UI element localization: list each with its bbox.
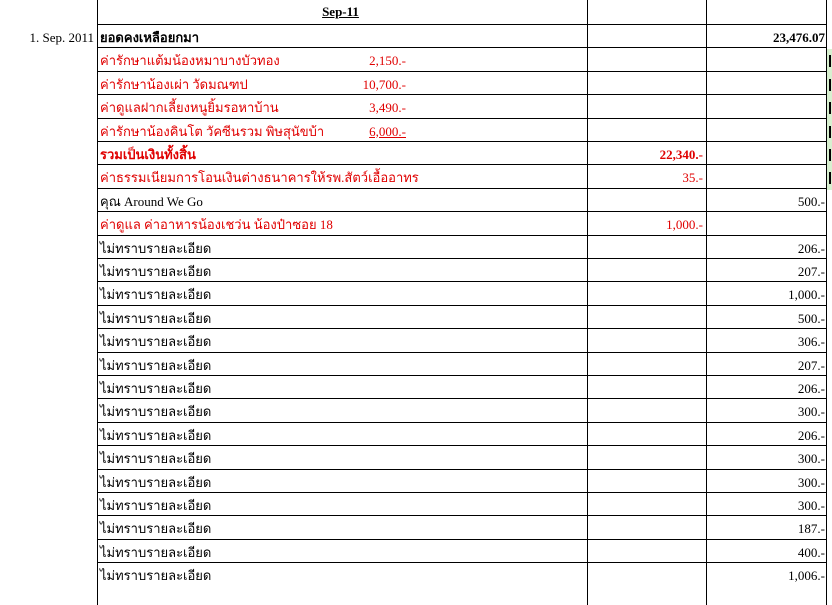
row-divider [97, 539, 826, 540]
date-cell[interactable] [0, 237, 94, 261]
amount-cell[interactable] [300, 494, 406, 518]
amount-cell[interactable] [300, 237, 406, 261]
description-cell[interactable]: ไม่ทราบรายละเอียด [100, 310, 212, 326]
side-mark [829, 172, 831, 184]
side-mark [829, 79, 831, 91]
description-cell[interactable]: ค่าธรรมเนียมการโอนเงินต่างธนาคารให้รพ.สัตว์เอื้ออาทร [100, 170, 419, 186]
ledger-row [0, 541, 832, 565]
ledger-row [0, 260, 832, 284]
amount-cell[interactable] [300, 143, 406, 167]
ledger-row [0, 143, 832, 167]
ledger-row [0, 564, 832, 588]
row-divider [97, 94, 826, 95]
subtotal-cell[interactable] [590, 96, 703, 120]
description-cell[interactable]: ไม่ทราบรายละเอียด [100, 451, 212, 467]
description-cell[interactable]: ไม่ทราบรายละเอียด [100, 544, 212, 560]
balance-cell[interactable] [710, 120, 825, 144]
date-cell[interactable] [0, 541, 94, 565]
description-cell[interactable]: ไม่ทราบรายละเอียด [100, 568, 212, 584]
date-cell[interactable] [0, 143, 94, 167]
subtotal-cell[interactable]: 35.- [682, 170, 703, 186]
amount-cell[interactable] [300, 260, 406, 284]
subtotal-cell[interactable] [590, 494, 703, 518]
amount-cell[interactable] [300, 354, 406, 378]
balance-cell[interactable]: 500.- [797, 310, 825, 326]
balance-cell[interactable]: 23,476.07 [773, 30, 825, 45]
date-cell[interactable] [0, 190, 94, 214]
subtotal-cell[interactable] [590, 424, 703, 448]
balance-cell[interactable]: 500.- [797, 193, 825, 209]
ledger-row [0, 73, 832, 97]
ledger-row [0, 354, 832, 378]
description-cell[interactable]: ยอดคงเหลือยกมา [100, 30, 200, 45]
subtotal-cell[interactable] [590, 73, 703, 97]
description-cell[interactable]: ค่ารักษาน้องเผ่า วัดมณฑป [100, 76, 248, 92]
date-cell[interactable] [0, 120, 94, 144]
subtotal-cell[interactable] [590, 307, 703, 331]
balance-cell[interactable] [710, 143, 825, 167]
subtotal-cell[interactable] [590, 237, 703, 261]
subtotal-cell[interactable] [590, 283, 703, 307]
amount-cell[interactable] [300, 307, 406, 331]
description-cell[interactable]: ค่ารักษาแต้มน้องหมาบางบัวทอง [100, 53, 280, 69]
date-cell[interactable] [0, 494, 94, 518]
ledger-row [0, 377, 832, 401]
subtotal-cell[interactable] [590, 564, 703, 588]
subtotal-cell[interactable] [590, 260, 703, 284]
ledger-row [0, 494, 832, 518]
ledger-row [0, 213, 832, 237]
subtotal-cell[interactable] [590, 377, 703, 401]
balance-cell[interactable]: 207.- [797, 264, 825, 279]
description-cell[interactable]: ไม่ทราบรายละเอียด [100, 357, 212, 373]
balance-cell[interactable]: 300.- [797, 404, 825, 420]
amount-cell[interactable] [300, 564, 406, 588]
balance-cell[interactable]: 1,006.- [788, 568, 825, 584]
date-cell[interactable] [0, 564, 94, 588]
ledger-row [0, 447, 832, 471]
row-divider [97, 492, 826, 493]
side-mark [829, 149, 831, 161]
date-cell[interactable] [0, 283, 94, 307]
ledger-row [0, 307, 832, 331]
description-cell[interactable]: ไม่ทราบรายละเอียด [100, 381, 212, 396]
ledger-row [0, 237, 832, 261]
subtotal-cell[interactable] [590, 541, 703, 565]
row-divider [97, 375, 826, 376]
row-divider [97, 515, 826, 516]
description-cell[interactable]: ไม่ทราบรายละเอียด [100, 287, 212, 303]
row-divider [97, 188, 826, 189]
balance-cell[interactable] [710, 213, 825, 237]
row-divider [97, 47, 826, 48]
subtotal-cell[interactable] [590, 49, 703, 73]
date-cell[interactable] [0, 517, 94, 541]
balance-cell[interactable]: 400.- [797, 544, 825, 560]
description-cell[interactable]: ไม่ทราบรายละเอียด [100, 240, 212, 256]
row-divider [97, 281, 826, 282]
description-cell[interactable]: ไม่ทราบรายละเอียด [100, 521, 212, 537]
balance-cell[interactable] [710, 49, 825, 73]
date-cell[interactable] [0, 73, 94, 97]
row-divider [97, 24, 826, 25]
description-cell[interactable]: ไม่ทราบรายละเอียด [100, 427, 212, 443]
ledger-row [0, 166, 832, 190]
row-divider [97, 328, 826, 329]
subtotal-cell[interactable] [590, 517, 703, 541]
subtotal-cell[interactable] [590, 190, 703, 214]
amount-cell[interactable] [300, 400, 406, 424]
row-divider [97, 211, 826, 212]
row-divider [97, 71, 826, 72]
date-cell[interactable] [0, 96, 94, 120]
subtotal-cell[interactable] [590, 330, 703, 354]
date-cell[interactable] [0, 260, 94, 284]
balance-cell[interactable]: 300.- [797, 451, 825, 467]
amount-cell[interactable] [300, 377, 406, 401]
row-divider [97, 164, 826, 165]
row-divider [97, 422, 826, 423]
amount-cell[interactable]: 3,490.- [369, 100, 406, 116]
date-cell[interactable] [0, 377, 94, 401]
amount-cell[interactable] [300, 330, 406, 354]
balance-cell[interactable]: 1,000.- [788, 287, 825, 303]
amount-cell[interactable] [300, 213, 406, 237]
amount-cell[interactable]: 10,700.- [362, 76, 406, 92]
description-cell[interactable]: ไม่ทราบรายละเอียด [100, 334, 212, 350]
date-cell[interactable] [0, 307, 94, 331]
ledger-row [0, 330, 832, 354]
row-divider [97, 305, 826, 306]
balance-cell[interactable] [710, 96, 825, 120]
balance-cell[interactable]: 306.- [797, 334, 825, 350]
description-cell[interactable]: ค่าดูแล ค่าอาหารน้องเชว่น น้องป๋าซอย 18 [100, 217, 333, 233]
ledger-row [0, 49, 832, 73]
ledger-row [0, 400, 832, 424]
date-cell[interactable] [0, 354, 94, 378]
amount-cell[interactable] [300, 283, 406, 307]
subtotal-cell[interactable]: 22,340.- [659, 147, 703, 162]
subtotal-cell[interactable] [590, 120, 703, 144]
date-cell[interactable] [0, 400, 94, 424]
row-divider [97, 398, 826, 399]
balance-cell[interactable] [710, 166, 825, 190]
balance-cell[interactable]: 206.- [797, 381, 825, 396]
date-cell[interactable] [0, 424, 94, 448]
balance-cell[interactable]: 300.- [797, 498, 825, 513]
amount-cell[interactable] [300, 190, 406, 214]
balance-cell[interactable]: 300.- [797, 474, 825, 490]
month-header: Sep-11 [322, 4, 359, 19]
amount-cell[interactable]: 6,000.- [369, 123, 406, 139]
row-divider [97, 141, 826, 142]
row-divider [97, 562, 826, 563]
description-cell[interactable]: ไม่ทราบรายละเอียด [100, 404, 212, 420]
side-mark [829, 102, 831, 114]
amount-cell[interactable] [300, 517, 406, 541]
ledger-row [0, 96, 832, 120]
balance-cell[interactable]: 207.- [797, 357, 825, 373]
row-divider [97, 118, 826, 119]
date-cell[interactable] [0, 471, 94, 495]
date-cell[interactable] [0, 213, 94, 237]
description-cell[interactable]: ค่ารักษาน้องคินโต วัคซีนรวม พิษสุนัขบ้า [100, 123, 325, 139]
row-divider [97, 352, 826, 353]
row-divider [97, 445, 826, 446]
date-cell[interactable] [0, 330, 94, 354]
description-cell[interactable]: ไม่ทราบรายละเอียด [100, 498, 212, 513]
description-cell[interactable]: คุณ Around We Go [100, 193, 203, 209]
amount-cell[interactable] [300, 166, 406, 190]
balance-cell[interactable]: 187.- [797, 521, 825, 537]
balance-cell[interactable] [710, 73, 825, 97]
subtotal-cell[interactable] [590, 447, 703, 471]
amount-cell[interactable] [300, 424, 406, 448]
ledger-row [0, 283, 832, 307]
ledger-row [0, 517, 832, 541]
ledger-row [0, 26, 832, 50]
balance-cell[interactable]: 206.- [797, 427, 825, 443]
amount-cell[interactable] [300, 26, 406, 50]
subtotal-cell[interactable] [590, 471, 703, 495]
ledger-row [0, 424, 832, 448]
side-mark [829, 55, 831, 67]
ledger-row [0, 120, 832, 144]
row-divider [97, 235, 826, 236]
amount-cell[interactable] [300, 541, 406, 565]
description-cell[interactable]: ค่าดูแลฝากเลี้ยงหนูยิ้มรอหาบ้าน [100, 100, 279, 116]
description-cell[interactable]: รวมเป็นเงินทั้งสิ้น [100, 147, 196, 162]
subtotal-cell[interactable] [590, 400, 703, 424]
amount-cell[interactable] [300, 447, 406, 471]
ledger-row [0, 190, 832, 214]
row-divider [97, 258, 826, 259]
subtotal-cell[interactable] [590, 354, 703, 378]
side-mark [829, 126, 831, 138]
amount-cell[interactable]: 2,150.- [369, 53, 406, 69]
date-cell[interactable] [0, 447, 94, 471]
balance-cell[interactable]: 206.- [797, 240, 825, 256]
description-cell[interactable]: ไม่ทราบรายละเอียด [100, 264, 212, 279]
subtotal-cell[interactable] [590, 26, 703, 50]
ledger-row [0, 471, 832, 495]
amount-cell[interactable] [300, 471, 406, 495]
row-divider [97, 469, 826, 470]
date-cell[interactable] [0, 49, 94, 73]
subtotal-cell[interactable]: 1,000.- [666, 217, 703, 233]
description-cell[interactable]: ไม่ทราบรายละเอียด [100, 474, 212, 490]
date-cell[interactable]: 1. Sep. 2011 [29, 30, 94, 45]
date-cell[interactable] [0, 166, 94, 190]
